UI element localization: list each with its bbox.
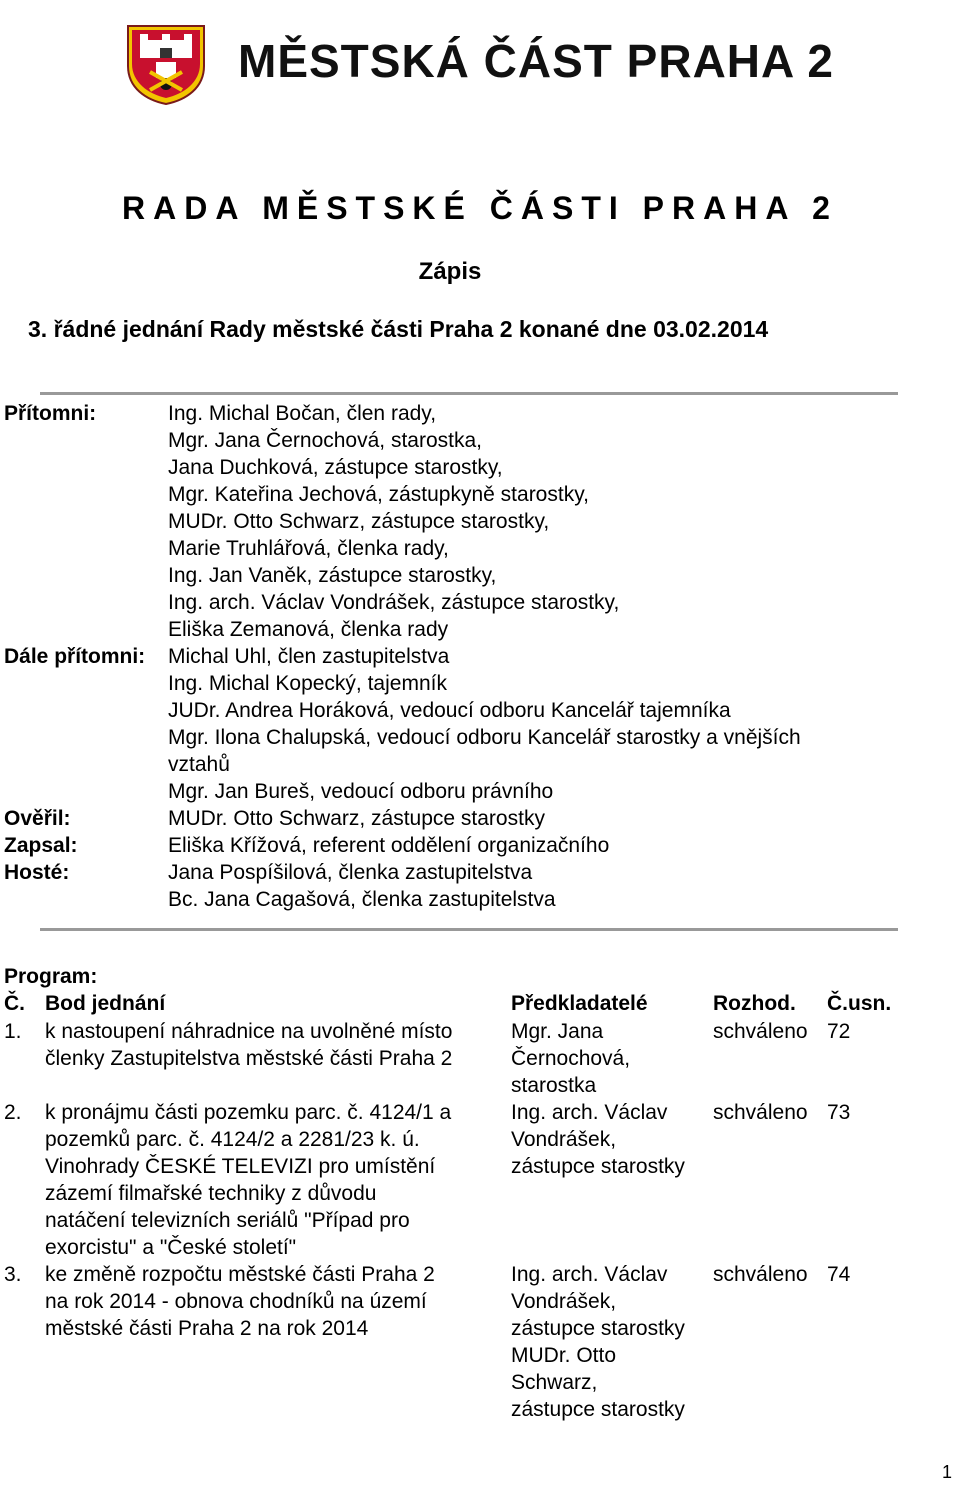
agenda-item-line: Vinohrady ČESKÉ TELEVIZI pro umístění xyxy=(45,1155,436,1178)
divider xyxy=(40,392,898,395)
presenter-line: Vondrášek, xyxy=(511,1290,617,1313)
attendee: Mgr. Kateřina Jechová, zástupkyně starostky, xyxy=(168,483,589,506)
present-label: Přítomni: xyxy=(4,402,97,425)
decision: schváleno xyxy=(713,1020,808,1043)
also-present-person: Mgr. Jan Bureš, vedoucí odboru právního xyxy=(168,780,554,803)
meeting-title: 3. řádné jednání Rady městské části Praha 2 konané dne 03.02.2014 xyxy=(28,316,769,342)
resolution-number: 73 xyxy=(827,1101,851,1124)
presenter-line: starostka xyxy=(511,1074,597,1097)
column-header-item: Bod jednání xyxy=(45,992,166,1015)
verified-label: Ověřil: xyxy=(4,807,71,830)
attendee: Mgr. Jana Černochová, starostka, xyxy=(168,429,482,452)
agenda-item-line: natáčení televizních seriálů "Případ pro xyxy=(45,1209,410,1232)
column-header-no: Č. xyxy=(4,992,25,1015)
presenter-line: zástupce starostky xyxy=(511,1398,685,1421)
attendee: MUDr. Otto Schwarz, zástupce starostky, xyxy=(168,510,550,533)
presenter-line: zástupce starostky xyxy=(511,1155,685,1178)
attendee: Ing. Michal Bočan, člen rady, xyxy=(168,402,437,425)
resolution-number: 74 xyxy=(827,1263,851,1286)
agenda-item-line: městské části Praha 2 na rok 2014 xyxy=(45,1317,369,1340)
verified-by: MUDr. Otto Schwarz, zástupce starostky xyxy=(168,807,545,830)
presenter-line: Schwarz, xyxy=(511,1371,598,1394)
agenda-item-line: ke změně rozpočtu městské části Praha 2 xyxy=(45,1263,435,1286)
recorded-by: Eliška Křížová, referent oddělení organizačního xyxy=(168,834,610,857)
decision: schváleno xyxy=(713,1101,808,1124)
recorded-label: Zapsal: xyxy=(4,834,78,857)
presenter-line: zástupce starostky xyxy=(511,1317,685,1340)
agenda-item-line: exorcistu" a "České století" xyxy=(45,1236,297,1259)
presenter-line: Mgr. Jana xyxy=(511,1020,604,1043)
row-number: 1. xyxy=(4,1020,22,1043)
presenter-line: Ing. arch. Václav xyxy=(511,1101,668,1124)
also-present-label: Dále přítomni: xyxy=(4,645,146,668)
attendee: Marie Truhlářová, členka rady, xyxy=(168,537,449,560)
presenter-line: Ing. arch. Václav xyxy=(511,1263,668,1286)
agenda-item-line: členky Zastupitelstva městské části Praha 2 xyxy=(45,1047,453,1070)
coat-of-arms-icon xyxy=(120,20,212,106)
agenda-item-line: k nastoupení náhradnice na uvolněné místo xyxy=(45,1020,453,1043)
also-present-person: JUDr. Andrea Horáková, vedoucí odboru Kancelář tajemníka xyxy=(168,699,731,722)
also-present-person: Mgr. Ilona Chalupská, vedoucí odboru Kancelář starostky a vnějších xyxy=(168,726,801,749)
guest: Jana Pospíšilová, členka zastupitelstva xyxy=(168,861,533,884)
column-header-presenters: Předkladatelé xyxy=(511,992,648,1015)
program-label: Program: xyxy=(4,965,98,988)
council-title: RADA MĚSTSKÉ ČÁSTI PRAHA 2 xyxy=(122,190,838,226)
agenda-item-line: k pronájmu části pozemku parc. č. 4124/1 a xyxy=(45,1101,452,1124)
column-header-decision: Rozhod. xyxy=(713,992,796,1015)
agenda-item-line: zázemí filmařské techniky z důvodu xyxy=(45,1182,377,1205)
row-number: 2. xyxy=(4,1101,22,1124)
attendee: Jana Duchková, zástupce starostky, xyxy=(168,456,503,479)
resolution-number: 72 xyxy=(827,1020,851,1043)
presenter-line: MUDr. Otto xyxy=(511,1344,617,1367)
column-header-resolution: Č.usn. xyxy=(827,992,892,1015)
row-number: 3. xyxy=(4,1263,22,1286)
decision: schváleno xyxy=(713,1263,808,1286)
header-title: MĚSTSKÁ ČÁST PRAHA 2 xyxy=(238,35,834,87)
document-type: Zápis xyxy=(418,258,482,285)
presenter-line: Vondrášek, xyxy=(511,1128,617,1151)
presenter-line: Černochová, xyxy=(511,1047,631,1070)
also-present-person: Michal Uhl, člen zastupitelstva xyxy=(168,645,450,668)
also-present-person: Ing. Michal Kopecký, tajemník xyxy=(168,672,447,695)
guest: Bc. Jana Cagašová, členka zastupitelstva xyxy=(168,888,556,911)
agenda-item-line: pozemků parc. č. 4124/2 a 2281/23 k. ú. xyxy=(45,1128,420,1151)
page-number: 1 xyxy=(941,1462,952,1482)
guests-label: Hosté: xyxy=(4,861,70,884)
attendee: Ing. Jan Vaněk, zástupce starostky, xyxy=(168,564,497,587)
agenda-item-line: na rok 2014 - obnova chodníků na území xyxy=(45,1290,427,1313)
attendee: Eliška Zemanová, členka rady xyxy=(168,618,449,641)
also-present-person: vztahů xyxy=(168,753,230,776)
page-header xyxy=(120,20,900,110)
attendee: Ing. arch. Václav Vondrášek, zástupce starostky, xyxy=(168,591,620,614)
divider xyxy=(40,928,898,931)
